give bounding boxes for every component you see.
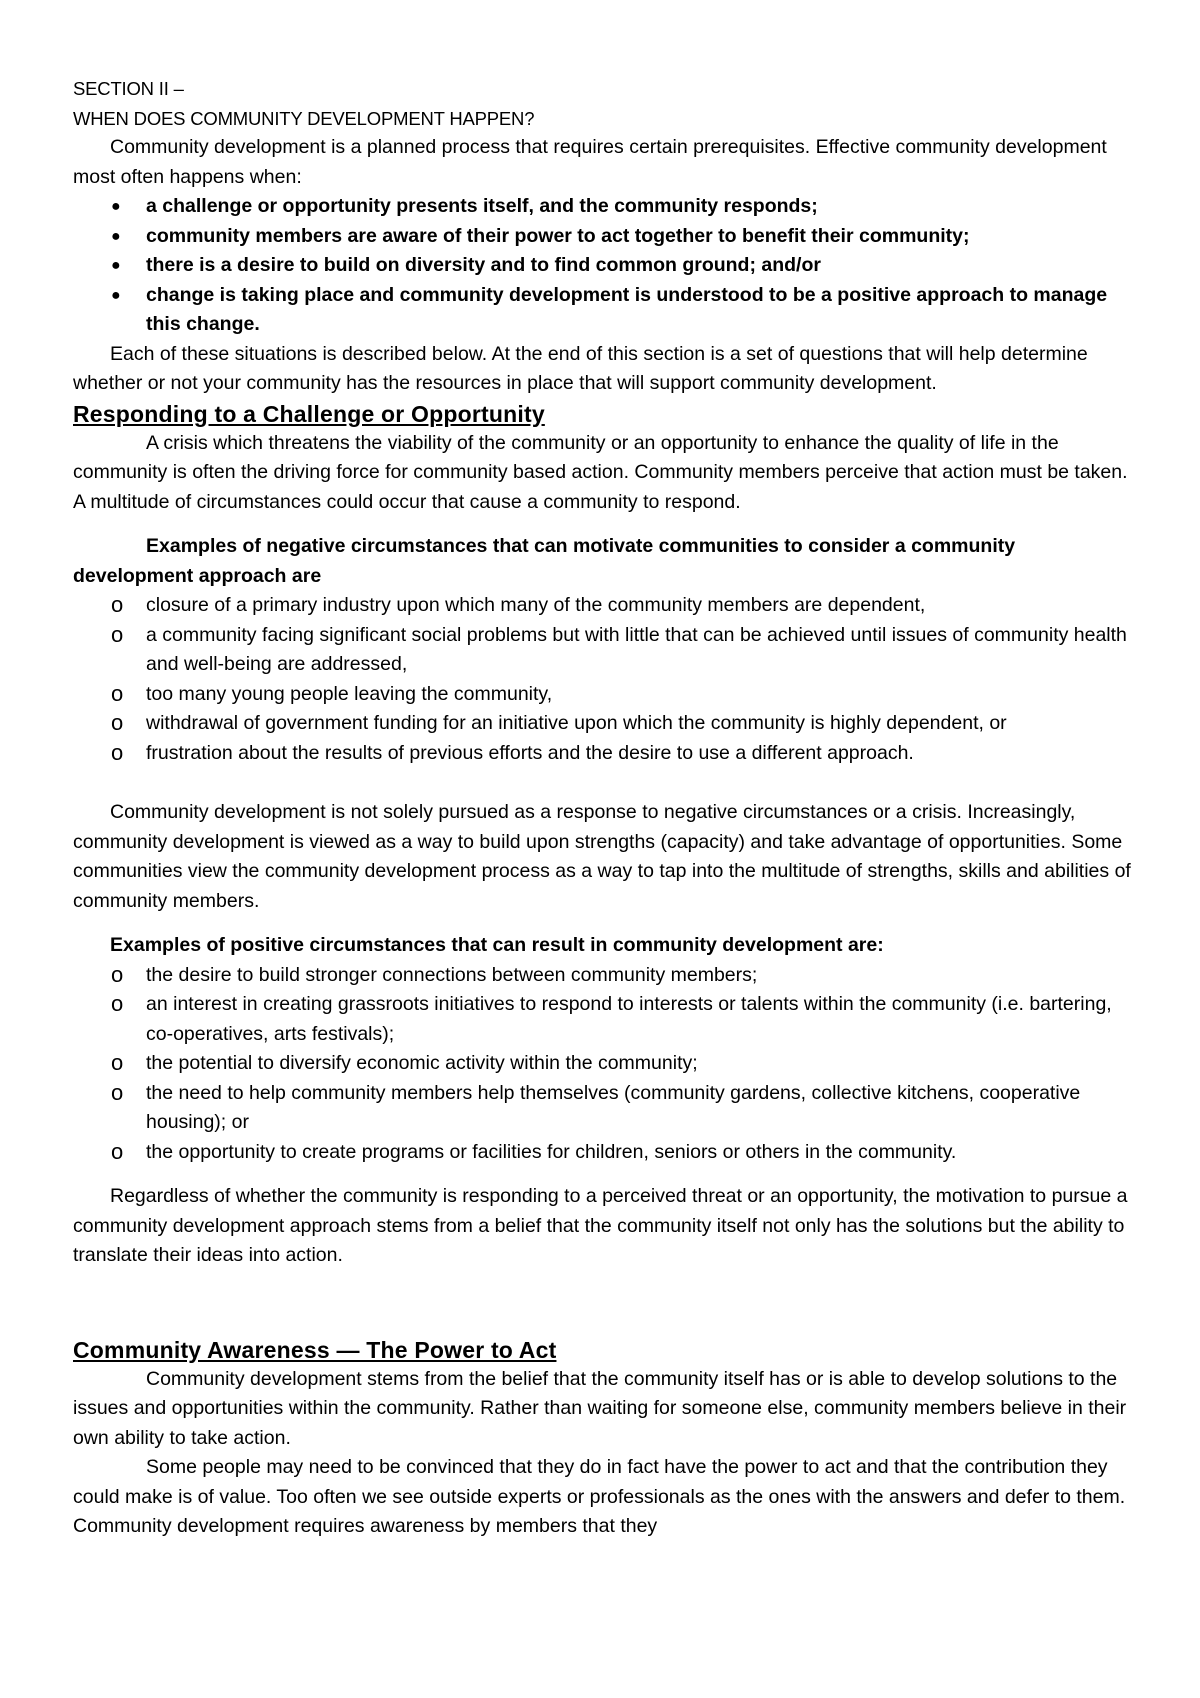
list-item: o the potential to diversify economic activity within the community; [73, 1049, 1133, 1079]
circle-bullet-icon: o [111, 592, 124, 617]
list-item: o closure of a primary industry upon which many of the community members are dependent, [73, 591, 1133, 621]
circle-bullet-icon: o [111, 961, 124, 987]
list-item: ● there is a desire to build on diversity and to find common ground; and/or [73, 251, 1133, 281]
awareness-paragraph-2: Some people may need to be convinced that they do in fact have the power to act and that the contribution they could make is of value. Too often we see outside experts or professionals as the ones with the answers and defer to them. Community development requires awareness by members that they [73, 1456, 1126, 1537]
circle-bullet-icon: o [111, 680, 124, 706]
list-item: o too many young people leaving the community, [73, 680, 1133, 710]
circle-bullet-icon: o [111, 1079, 124, 1105]
list-item: o the desire to build stronger connections between community members; [73, 961, 1133, 991]
circle-bullet-icon: o [111, 621, 124, 647]
positive-examples-list [73, 961, 1133, 1168]
circle-bullet-icon: o [111, 710, 124, 735]
circle-bullet-icon: o [111, 739, 124, 765]
document-page [73, 74, 1133, 1542]
list-item: ● change is taking place and community development is understood to be a positive approach to manage this change. [73, 281, 1133, 340]
negative-examples-heading: Examples of negative circumstances that can motivate communities to consider a community development approach are [73, 535, 1016, 587]
regardless-paragraph: Regardless of whether the community is responding to a perceived threat or an opportunity, the motivation to pursue a community development approach stems from a belief that the community itself not only has the solutions but the ability to translate their ideas into action. [73, 1185, 1128, 1266]
bullet-icon: ● [111, 227, 121, 245]
intro-paragraph: Community development is a planned process that requires certain prerequisites. Effective community development most often happens when: [73, 136, 1107, 188]
list-item: ● community members are aware of their power to act together to benefit their community; [73, 222, 1133, 252]
circle-bullet-icon: o [111, 1050, 124, 1075]
intro-followup-paragraph: Each of these situations is described below. At the end of this section is a set of questions that will help determine whether or not your community has the resources in place that will support community development. [73, 342, 1088, 394]
list-item: o an interest in creating grassroots initiatives to respond to interests or talents within the community (i.e. bartering, co-operatives, arts festivals); [111, 991, 1112, 1045]
list-item: o the need to help community members help themselves (community gardens, collective kitchens, cooperative housing); or [111, 1079, 1081, 1133]
bullet-icon: ● [111, 257, 121, 274]
circle-bullet-icon: o [111, 1138, 124, 1164]
bullet-icon: ● [111, 198, 121, 215]
bullet-icon: ● [111, 286, 121, 304]
list-item: o frustration about the results of previous efforts and the desire to use a different approach. [73, 739, 1133, 769]
awareness-paragraph-1: Community development stems from the belief that the community itself has or is able to develop solutions to the issues and opportunities within the community. Rather than waiting for someone else, community members believe in their own ability to take action. [73, 1367, 1127, 1449]
list-item: o withdrawal of government funding for an initiative upon which the community is highly dependent, or [73, 709, 1133, 739]
challenge-heading: Responding to a Challenge or Opportunity [73, 400, 545, 427]
section-label: SECTION II – [73, 78, 184, 99]
intro-bullet-list [73, 192, 1133, 340]
section-title: WHEN DOES COMMUNITY DEVELOPMENT HAPPEN? [73, 107, 535, 129]
positive-examples-heading: Examples of positive circumstances that can result in community development are: [110, 934, 884, 956]
circle-bullet-icon: o [111, 991, 124, 1016]
challenge-paragraph: A crisis which threatens the viability of the community or an opportunity to enhance the quality of life in the community is often the driving force for community based action. Community members perceive that action must be taken. A multitude of circumstances could occur that cause a community to respond. [73, 431, 1128, 513]
list-item: ● a challenge or opportunity presents itself, and the community responds; [73, 192, 1133, 222]
awareness-heading: Community Awareness — The Power to Act [73, 1336, 557, 1363]
strengths-paragraph: Community development is not solely pursued as a response to negative circumstances or a crisis. Increasingly, community development is viewed as a way to build upon strengths (capacity) and take advantage of opportunities. Some communities view the community development process as a way to tap into the multitude of strengths, skills and abilities of community members. [73, 801, 1131, 912]
negative-examples-list [73, 591, 1133, 768]
list-item: o the opportunity to create programs or facilities for children, seniors or others in the community. [73, 1138, 1133, 1168]
list-item: o a community facing significant social problems but with little that can be achieved until issues of community health and well-being are addressed, [111, 621, 1127, 675]
